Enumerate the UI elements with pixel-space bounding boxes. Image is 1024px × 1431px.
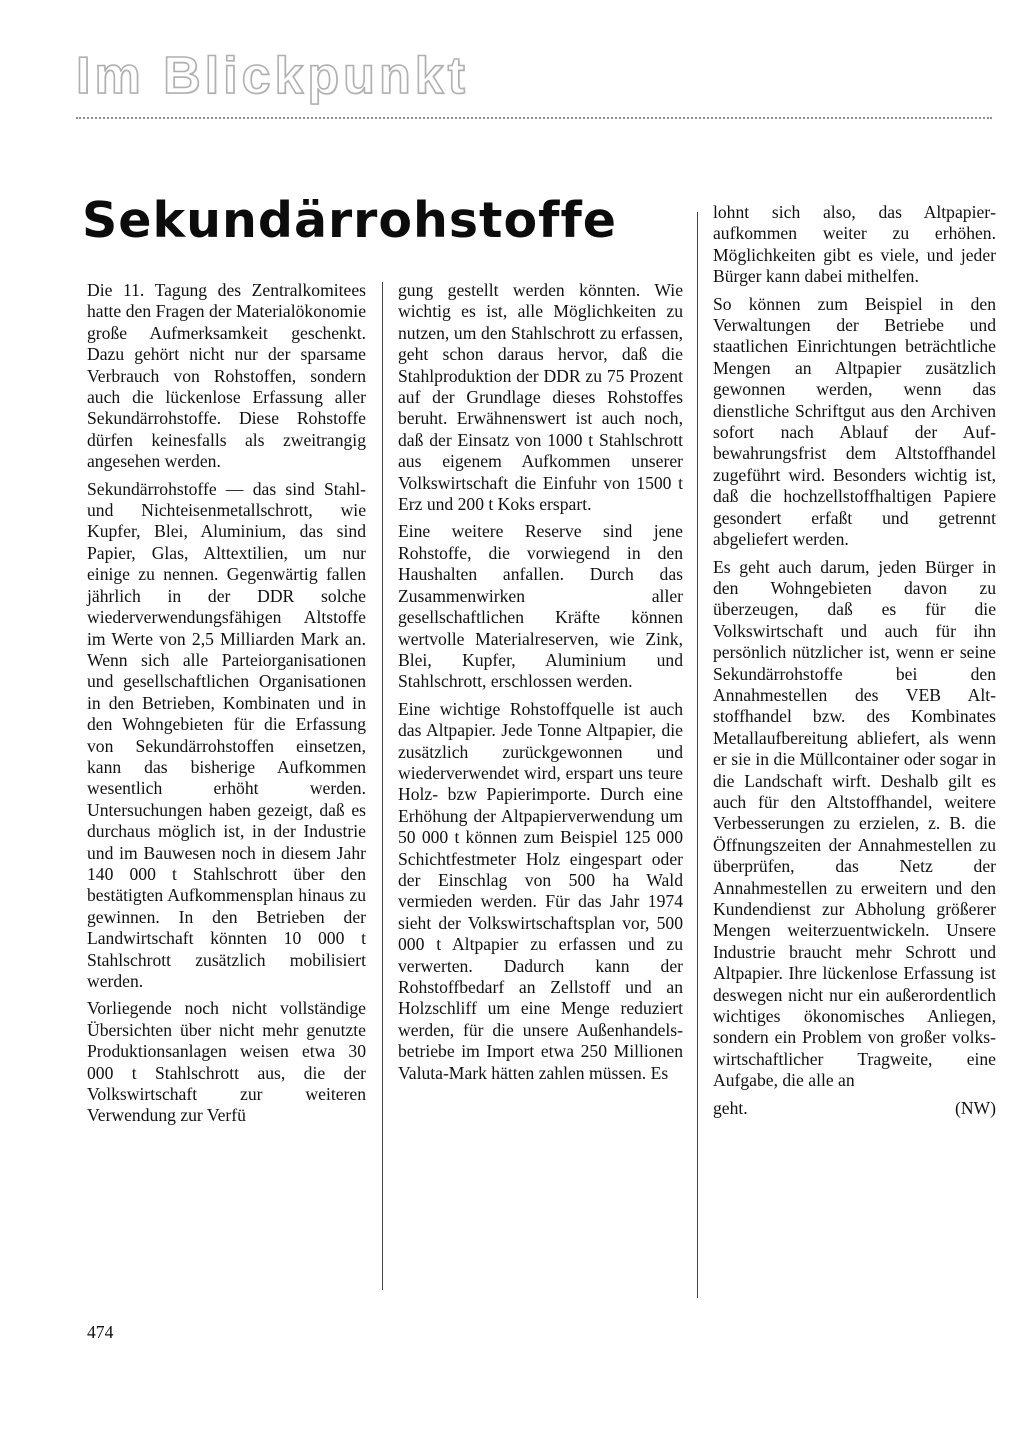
paragraph: Eine wichtige Rohstoffquelle ist auch das Altpapier. Jede Tonne Altpapier, die zusätzlich zurückgewonnen und wiederverwendet wird, erspart uns teure Holz- bzw Papierimporte. Durch eine Erhöhung der Altpapierverwendung um 50 000 t können zum Beispiel 125 000 Schichtfestmeter Holz eingespart oder der Einschlag von 500 ha Wald vermieden werden. Für das Jahr 1974 sieht der Volkswirtschaftsplan vor, 500 000 t Altpapier zu erfassen und zu verwerten. Dadurch kann der Rohstoffbedarf an Zellstoff und an Holzschliff um eine Menge reduziert werden, für die unsere Außenhandelsbetriebe im Import etwa 250 Millionen Valuta-Mark hätten zahlen müssen. Es xyxy=(398,698,683,1083)
paragraph: Eine weitere Reserve sind jene Rohstoffe, die vorwiegend in den Haushalten anfallen. Durch das Zusammenwirken aller gesellschaftlichen Kräfte können wertvolle Materialreserven, wie Zink, Blei, Kupfer, Aluminium und Stahlschrott, erschlossen werden. xyxy=(398,521,683,692)
paragraph: Die 11. Tagung des Zentralkomitees hatte den Fragen der Materialökonomie große Aufmerksamkeit geschenkt. Dazu gehört nicht nur der sparsame Verbrauch von Rohstoffen, sondern auch die lückenlose Erfassung aller Sekundärrohstoffe. Diese Rohstoffe dürfen keinesfalls als zweitrangig angesehen werden. xyxy=(87,280,366,472)
closing-word: geht. xyxy=(713,1097,748,1118)
article-title: Sekundärrohstoffe xyxy=(82,192,618,249)
column-divider xyxy=(382,282,383,1290)
section-heading: Im Blickpunkt xyxy=(76,47,469,105)
paragraph: So können zum Beispiel in den Verwaltungen der Betriebe und staatlichen Einrichtungen beträchtliche Mengen an Altpapier zusätzlich gewonnen werden, wenn das dienstliche Schriftgut aus den Archiven sofort nach Ablauf der Aufbewahrungsfrist dem Altstoffhandel zugeführt wird. Besonders wichtig ist, daß die hochzellstoffhaltigen Papiere gesondert erfaßt und getrennt abgeliefert werden. xyxy=(713,293,996,550)
paragraph: lohnt sich also, das Altpapieraufkommen weiter zu erhöhen. Möglichkeiten gibt es viele, und jeder Bürger kann dabei mithelfen. xyxy=(713,202,996,287)
author-signature: (NW) xyxy=(954,1097,996,1118)
paragraph: Es geht auch darum, jeden Bürger in den Wohngebieten davon zu überzeugen, daß es für die Volkswirtschaft und auch für ihn persönlich nützlicher ist, wenn er seine Sekundärrohstoffe bei den Annahmestellen des VEB Altstoffhandel bzw. des Kombinates Metallaufbereitung abliefert, als wenn er sie in die Müllcontainer oder sogar in die Landschaft wirft. Deshalb gilt es auch für den Altstoffhandel, weitere Verbesserungen zu erzielen, z. B. die Öffnungszeiten der Annahmestellen zu überprüfen, das Netz der Annahmestellen zu erweitern und den Kundendienst zur Abholung größerer Mengen weiterzuentwickeln. Unsere Industrie braucht mehr Schrott und Altpapier. Ihre lückenlose Erfassung ist deswegen nicht nur ein außerordentlich wichtiges ökonomisches Anliegen, sondern ein Problem von großer volkswirtschaftlicher Tragweite, eine Aufgabe, die alle an xyxy=(713,556,996,1091)
page-number: 474 xyxy=(87,1322,114,1342)
paragraph: Vorliegende noch nicht vollständige Übersichten über nicht mehr genutzte Produktionsanlagen weisen etwa 30 000 t Stahlschrott aus, die der Volkswirtschaft zur weiteren Verwendung zur Verfü xyxy=(87,998,366,1126)
text-column-3 xyxy=(713,202,996,1119)
column-divider xyxy=(697,212,698,1298)
paragraph: Sekundärrohstoffe — das sind Stahl- und Nichteisenmetallschrott, wie Kupfer, Blei, Aluminium, das sind Papier, Glas, Alttextilien, um nur einige zu nennen. Gegenwärtig fallen jährlich in der DDR solche wiederverwendungsfähigen Altstoffe im Werte von 2,5 Milliarden Mark an. Wenn sich alle Parteiorganisationen und gesellschaftlichen Organisationen in den Betrieben, Kombinaten und in den Wohngebieten für die Erfassung von Sekundärrohstoffen einsetzen, kann das bisherige Aufkommen wesentlich erhöht werden. Untersuchungen haben gezeigt, daß es durchaus möglich ist, in der Industrie und im Bauwesen noch in diesem Jahr 140 000 t Stahlschrott über den bestätigten Aufkommensplan hinaus zu gewinnen. In den Betrieben der Landwirtschaft könnten 10 000 t Stahlschrott zusätzlich mobilisiert werden. xyxy=(87,478,366,991)
closing-line xyxy=(713,1098,996,1119)
text-column-2 xyxy=(398,280,683,1084)
paragraph: gung gestellt werden könnten. Wie wichtig es ist, alle Möglichkeiten zu nutzen, um den Stahlschrott zu erfassen, geht schon daraus hervor, daß die Stahlproduktion der DDR zu 75 Prozent auf der Grundlage dieses Rohstoffes beruht. Erwähnenswert ist auch noch, daß der Einsatz von 1000 t Stahlschrott aus eigenem Aufkommen unserer Volkswirtschaft die Einfuhr von 1500 t Erz und 200 t Koks erspart. xyxy=(398,280,683,515)
text-column-1 xyxy=(87,280,366,1127)
section-heading-rule xyxy=(76,117,992,119)
